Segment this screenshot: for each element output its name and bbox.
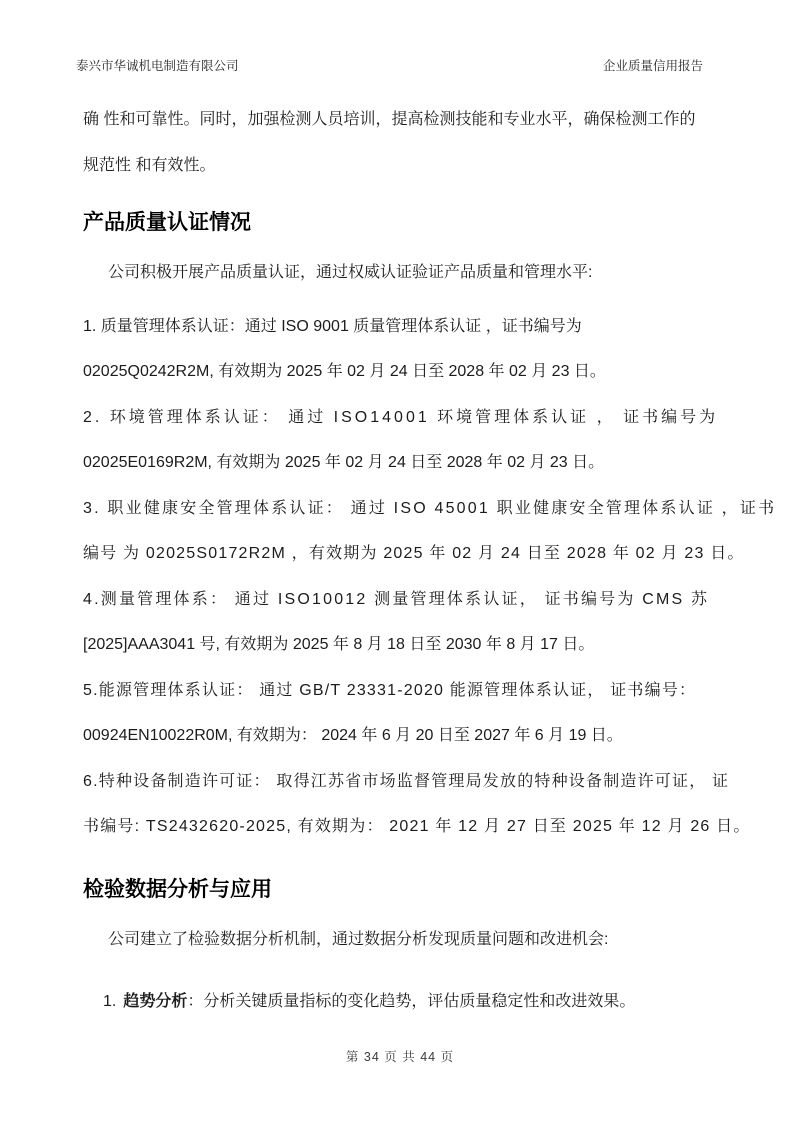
- cert-item-1-line-1: 1. 质量管理体系认证：通过 ISO 9001 质量管理体系认证 ，证书编号为: [83, 317, 582, 335]
- analysis-item-number: 1.: [103, 993, 117, 1010]
- cert-item-3-line-2: 编号 为 02025S0172R2M ，有效期为 2025 年 02 月 24 日至 2028 年 02 月 23 日。: [83, 545, 745, 562]
- cert-item-5-line-1: 5.能源管理体系认证： 通过 GB/T 23331-2020 能源管理体系认证， 证书编号：: [83, 681, 697, 699]
- section2-lead-paragraph: 公司建立了检验数据分析机制，通过数据分析发现质量问题和改进机会:: [108, 930, 609, 948]
- section1-lead-paragraph: 公司积极开展产品质量认证，通过权威认证验证产品质量和管理水平:: [108, 264, 593, 281]
- section-title-product-certification: 产品质量认证情况: [83, 211, 251, 234]
- cert-item-5-line-2: 00924EN10022R0M, 有效期为： 2024 年 6 月 20 日至 2027 年 6 月 19 日。: [83, 727, 623, 744]
- page-header: [76, 58, 703, 74]
- cert-item-3-line-1: 3. 职业健康安全管理体系认证： 通过 ISO 45001 职业健康安全管理体系认证 ，证书: [83, 499, 777, 517]
- cert-item-2-line-1: 2. 环境管理体系认证： 通过 ISO14001 环境管理体系认证 ， 证书编号为: [83, 408, 719, 426]
- certification-items-list: [83, 304, 777, 850]
- page-content: [83, 97, 777, 1025]
- page-number-text: 第 34 页 共 44 页: [345, 1050, 455, 1064]
- header-company-name: 泰兴市华诚机电制造有限公司: [76, 59, 239, 73]
- intro-paragraph-line-2: 规范性 和有效性。: [83, 156, 216, 174]
- cert-item-4-line-2: [2025]AAA3041 号, 有效期为 2025 年 8 月 18 日至 2030 年 8 月 17 日。: [83, 636, 595, 653]
- analysis-item-term: 趋势分析: [123, 993, 188, 1010]
- cert-item-6-line-1: 6.特种设备制造许可证： 取得江苏省市场监督管理局发放的特种设备制造许可证， 证: [83, 772, 730, 790]
- section-title-inspection-data-analysis: 检验数据分析与应用: [83, 877, 272, 901]
- analysis-item-text: ：分析关键质量指标的变化趋势，评估质量稳定性和改进效果。: [187, 993, 636, 1010]
- header-report-title: 企业质量信用报告: [602, 59, 703, 73]
- page-footer: [0, 1049, 800, 1065]
- analysis-item-trend: [83, 979, 710, 1025]
- cert-item-2-line-2: 02025E0169R2M, 有效期为 2025 年 02 月 24 日至 2028 年 02 月 23 日。: [83, 454, 605, 471]
- intro-paragraph-line-1: 确 性和可靠性。同时，加强检测人员培训，提高检测技能和专业水平，确保检测工作的: [83, 111, 696, 128]
- cert-item-6-line-2: 书编号: TS2432620-2025, 有效期为： 2021 年 12 月 27 日至 2025 年 12 月 26 日。: [83, 818, 751, 835]
- cert-item-1-line-2: 02025Q0242R2M, 有效期为 2025 年 02 月 24 日至 2028 年 02 月 23 日。: [83, 363, 606, 380]
- cert-item-4-line-1: 4.测量管理体系： 通过 ISO10012 测量管理体系认证， 证书编号为 CMS 苏: [83, 590, 710, 608]
